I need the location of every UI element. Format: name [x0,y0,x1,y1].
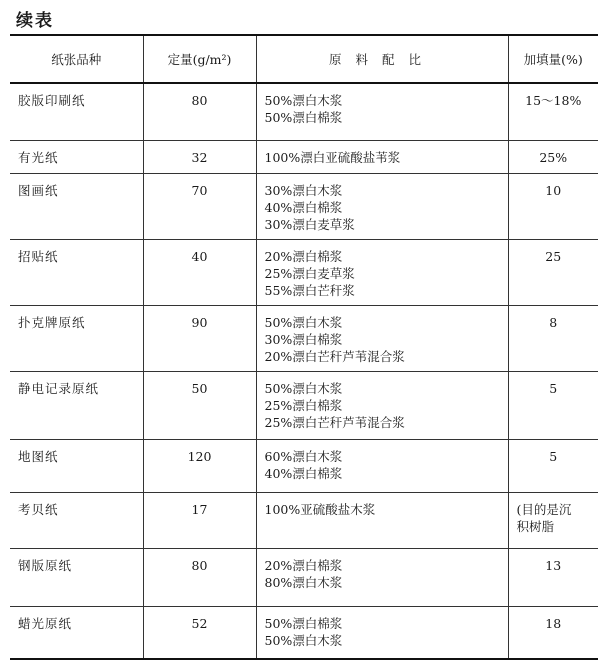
filler-amount-cell [508,439,598,492]
filler-line: 18 [545,615,562,631]
furnish-line: 30%漂白木浆 [264,182,343,198]
paper-type-cell: 考贝纸 [10,492,143,548]
furnish-line: 50%漂白棉浆 [264,615,343,631]
furnish-cell [256,371,508,439]
basis-weight-cell: 80 [143,83,256,140]
filler-line: 5 [549,448,558,464]
table-row [10,173,598,239]
furnish-line: 25%漂白麦草浆 [264,265,355,281]
furnish-line: 55%漂白芒秆浆 [264,282,355,298]
basis-weight-cell: 52 [143,606,256,659]
basis-weight-cell: 120 [143,439,256,492]
table-row [10,606,598,659]
basis-weight-cell: 50 [143,371,256,439]
filler-line: 25 [545,248,562,264]
furnish-line: 50%漂白棉浆 [264,110,343,125]
filler-amount-cell [508,492,598,548]
filler-line: (目的是沉 [516,501,572,517]
furnish-cell [256,548,508,606]
filler-line: 10 [545,182,562,198]
paper-type-cell: 蜡光原纸 [10,606,143,659]
filler-amount-cell [508,305,598,371]
furnish-line: 40%漂白棉浆 [264,465,343,481]
furnish-line: 25%漂白芒秆芦苇混合浆 [264,414,405,430]
furnish-line: 60%漂白木浆 [264,448,343,464]
filler-line: 5 [549,380,558,396]
paper-type-cell: 招贴纸 [10,239,143,305]
header-paper-type: 纸张品种 [10,35,143,83]
furnish-line: 50%漂白木浆 [264,632,343,648]
table-row [10,492,598,548]
filler-amount-cell [508,548,598,606]
basis-weight-cell: 32 [143,140,256,173]
basis-weight-cell: 70 [143,173,256,239]
table-row [10,548,598,606]
paper-type-cell: 静电记录原纸 [10,371,143,439]
table-row [10,305,598,371]
furnish-cell [256,492,508,548]
table-header-row [10,35,598,83]
table-caption: 续表 [16,11,54,31]
filler-line: 积树脂 [516,518,555,534]
basis-weight-cell: 17 [143,492,256,548]
paper-type-cell: 图画纸 [10,173,143,239]
furnish-cell [256,239,508,305]
table-row [10,140,598,173]
filler-line: 15～18% [525,93,582,108]
furnish-cell [256,606,508,659]
furnish-line: 50%漂白木浆 [264,380,343,396]
furnish-line: 30%漂白棉浆 [264,331,343,347]
paper-type-cell: 胶版印刷纸 [10,83,143,140]
filler-line: 8 [549,314,558,330]
filler-line: 25% [539,149,568,165]
furnish-line: 25%漂白棉浆 [264,397,343,413]
basis-weight-cell: 80 [143,548,256,606]
furnish-cell [256,173,508,239]
furnish-line: 50%漂白木浆 [264,93,343,108]
header-basis-weight: 定量(g/m²) [143,35,256,83]
header-furnish-ratio: 原料配比 [256,35,508,83]
table-row [10,83,598,140]
furnish-line: 30%漂白麦草浆 [264,216,355,232]
basis-weight-cell: 90 [143,305,256,371]
filler-amount-cell [508,83,598,140]
paper-type-cell: 地图纸 [10,439,143,492]
paper-type-cell: 有光纸 [10,140,143,173]
furnish-line: 40%漂白棉浆 [264,199,343,215]
header-filler-amount: 加填量(%) [508,35,598,83]
table-row [10,439,598,492]
furnish-line: 20%漂白棉浆 [264,557,343,573]
furnish-line: 100%漂白亚硫酸盐苇浆 [264,149,401,165]
paper-type-cell: 扑克牌原纸 [10,305,143,371]
filler-amount-cell [508,371,598,439]
furnish-cell [256,305,508,371]
paper-furnish-table [10,34,598,660]
filler-line: 13 [545,557,562,573]
filler-amount-cell [508,140,598,173]
furnish-cell [256,83,508,140]
filler-amount-cell [508,173,598,239]
furnish-line: 100%亚硫酸盐木浆 [264,501,376,517]
furnish-line: 50%漂白木浆 [264,314,343,330]
table-row [10,371,598,439]
furnish-cell [256,140,508,173]
furnish-cell [256,439,508,492]
furnish-line: 80%漂白木浆 [264,574,343,590]
furnish-line: 20%漂白棉浆 [264,248,343,264]
filler-amount-cell [508,606,598,659]
paper-type-cell: 钢版原纸 [10,548,143,606]
furnish-line: 20%漂白芒秆芦苇混合浆 [264,348,405,364]
table-row [10,239,598,305]
basis-weight-cell: 40 [143,239,256,305]
filler-amount-cell [508,239,598,305]
